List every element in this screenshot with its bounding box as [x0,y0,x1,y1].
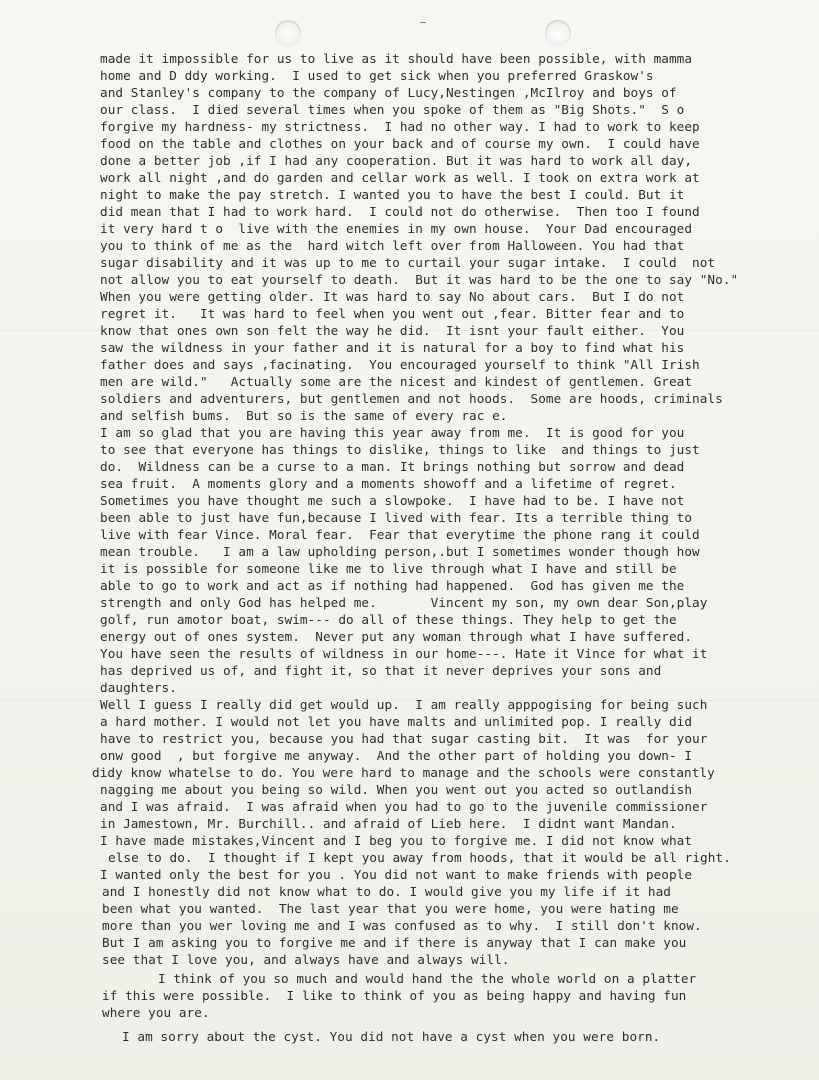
letter-line: I wanted only the best for you . You did not want to make friends with people [100,867,693,882]
letter-line: mean trouble. I am a law upholding person,.but I sometimes wonder though how [100,544,700,559]
letter-line: has deprived us of, and fight it, so that it never deprives your sons and [100,663,662,678]
letter-line: men are wild." Actually some are the nicest and kindest of gentlemen. Great [100,374,693,389]
letter-line: food on the table and clothes on your back and of course my own. I could have [100,136,700,151]
letter-line: soldiers and adventurers, but gentlemen and not hoods. Some are hoods, criminals [100,391,723,406]
letter-line: know that ones own son felt the way he did. It isnt your fault either. You [100,323,685,338]
letter-line: where you are. [102,1005,210,1020]
letter-line: see that I love you, and always have and always will. [102,952,510,967]
letter-line: work all night ,and do garden and cellar work as well. I took on extra work at [100,170,700,185]
letter-line: I am so glad that you are having this year away from me. It is good for you [100,425,685,440]
letter-line: regret it. It was hard to feel when you went out ,fear. Bitter fear and to [100,306,685,321]
letter-line: and I honestly did not know what to do. I would give you my life if it had [102,884,671,899]
letter-line: saw the wildness in your father and it is natural for a boy to find what his [100,340,685,355]
punch-hole-left [275,20,301,46]
letter-line: in Jamestown, Mr. Burchill.. and afraid of Lieb here. I didnt want Mandan. [100,816,677,831]
letter-line: home and D ddy working. I used to get sick when you preferred Graskow's [100,68,654,83]
letter-line: nagging me about you being so wild. When you went out you acted so outlandish [100,782,693,797]
letter-line: a hard mother. I would not let you have malts and unlimited pop. I really did [100,714,693,729]
letter-line: Well I guess I really did get would up. I am really apppogising for being such [100,697,708,712]
letter-line: strength and only God has helped me. Vincent my son, my own dear Son,play [100,595,708,610]
letter-line: You have seen the results of wildness in our home---. Hate it Vince for what it [100,646,708,661]
letter-line: if this were possible. I like to think of you as being happy and having fun [102,988,687,1003]
letter-line: it very hard t o live with the enemies in my own house. Your Dad encouraged [100,221,693,236]
letter-line: Sometimes you have thought me such a slowpoke. I have had to be. I have not [100,493,685,508]
letter-line: daughters. [100,680,177,695]
letter-line: to see that everyone has things to dislike, things to like and things to just [100,442,700,457]
letter-line: forgive my hardness- my strictness. I had no other way. I had to work to keep [100,119,700,134]
letter-line: When you were getting older. It was hard to say No about cars. But I do not [100,289,685,304]
letter-line: night to make the pay stretch. I wanted you to have the best I could. But it [100,187,685,202]
letter-line: father does and says ,facinating. You encouraged yourself to think "All Irish [100,357,700,372]
letter-line: do. Wildness can be a curse to a man. It brings nothing but sorrow and dead [100,459,685,474]
letter-line: not allow you to eat yourself to death. But it was hard to be the one to say "No." [100,272,739,287]
letter-line: have to restrict you, because you had that sugar casting bit. It was for your [100,731,708,746]
letter-line: it is possible for someone like me to live through what I have and still be [100,561,677,576]
letter-line: I am sorry about the cyst. You did not have a cyst when you were born. [122,1029,661,1044]
letter-line: and Stanley's company to the company of Lucy,Nestingen ,McIlroy and boys of [100,85,677,100]
letter-line: and I was afraid. I was afraid when you had to go to the juvenile commissioner [100,799,708,814]
letter-line: been able to just have fun,because I lived with fear. Its a terrible thing to [100,510,693,525]
punch-hole-right [545,20,571,46]
letter-line: did mean that I had to work hard. I could not do otherwise. Then too I found [100,204,700,219]
letter-line: you to think of me as the hard witch left over from Halloween. You had that [100,238,685,253]
letter-line: But I am asking you to forgive me and if there is anyway that I can make you [102,935,687,950]
letter-line: our class. I died several times when you spoke of them as "Big Shots." S o [100,102,685,117]
letter-line: I think of you so much and would hand the the whole world on a platter [158,971,697,986]
letter-line: sugar disability and it was up to me to curtail your sugar intake. I could not [100,255,716,270]
letter-line: onw good , but forgive me anyway. And the other part of holding you down- I [100,748,693,763]
letter-line: golf, run amotor boat, swim--- do all of these things. They help to get the [100,612,677,627]
page-mark [420,22,426,23]
letter-line: live with fear Vince. Moral fear. Fear that everytime the phone rang it could [100,527,700,542]
letter-line: more than you wer loving me and I was confused as to why. I still don't know. [102,918,702,933]
letter-line: able to go to work and act as if nothing had happened. God has given me the [100,578,685,593]
letter-line: made it impossible for us to live as it should have been possible, with mamma [100,51,693,66]
letter-line: sea fruit. A moments glory and a moments showoff and a lifetime of regret. [100,476,677,491]
letter-line: I have made mistakes,Vincent and I beg you to forgive me. I did not know what [100,833,693,848]
letter-line: didy know whatelse to do. You were hard to manage and the schools were constantly [92,765,715,780]
letter-line: else to do. I thought if I kept you away from hoods, that it would be all right. [108,850,731,865]
letter-line: been what you wanted. The last year that you were home, you were hating me [102,901,679,916]
letter-line: energy out of ones system. Never put any woman through what I have suffered. [100,629,693,644]
letter-line: done a better job ,if I had any cooperation. But it was hard to work all day, [100,153,693,168]
letter-line: and selfish bums. But so is the same of every rac e. [100,408,508,423]
